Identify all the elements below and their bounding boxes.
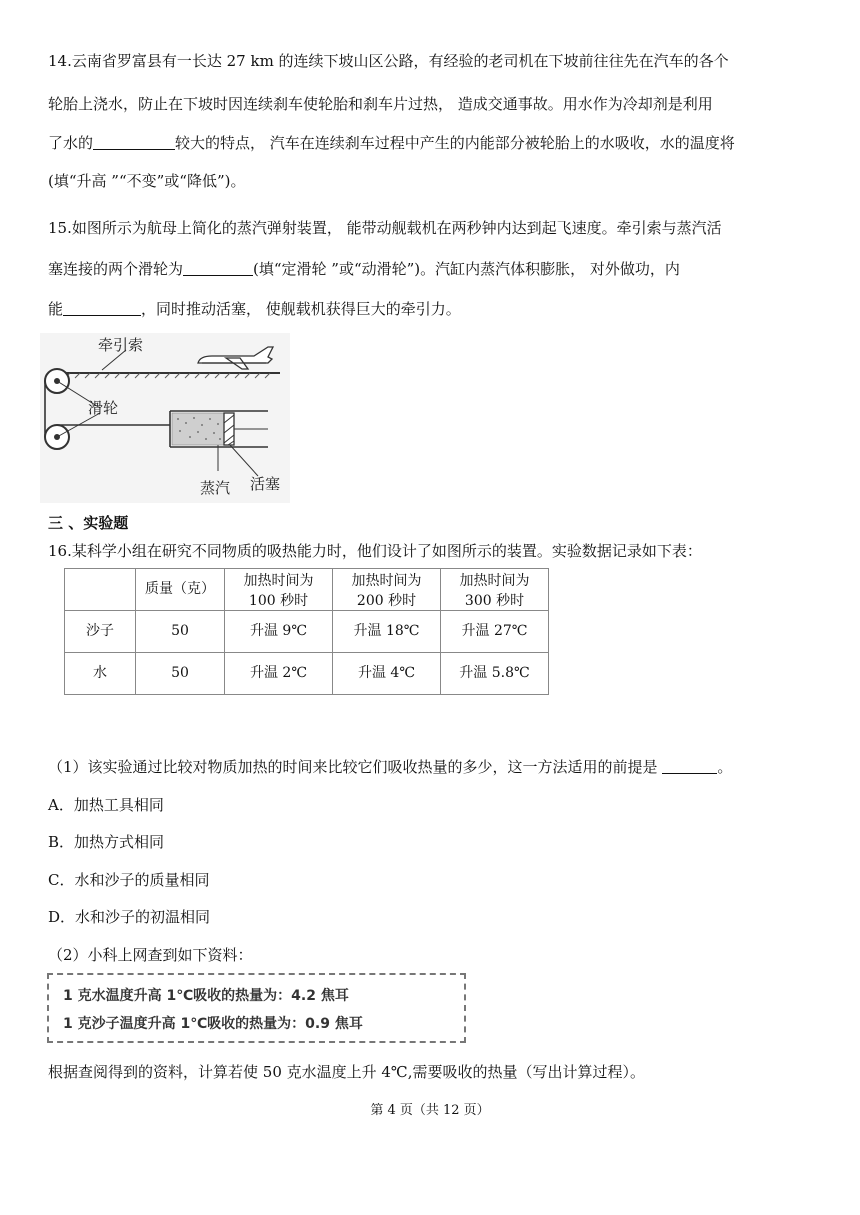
piston-label: 活塞 xyxy=(250,475,281,493)
q15-line-2-post: (填“定滑轮 ”或“动滑轮”)。汽缸内蒸汽体积膨胀， 对外做功，内 xyxy=(253,260,680,278)
option-d[interactable]: D．水和沙子的初温相同 xyxy=(48,908,211,926)
period: 。 xyxy=(717,758,733,776)
q14-line-2: 轮胎上浇水，防止在下坡时因连续刹车使轮胎和刹车片过热， 造成交通事故。用水作为冷却剂是利用 xyxy=(48,95,713,113)
q15-line-1: 15.如图所示为航母上简化的蒸汽弹射装置， 能带动舰载机在两秒钟内达到起飞速度。牵引索与蒸汽活 xyxy=(48,219,722,237)
table-row xyxy=(65,653,549,695)
table-header-cell xyxy=(441,569,549,611)
q16-sub1-prompt xyxy=(48,757,830,777)
header-line: 100 秒时 xyxy=(248,592,309,609)
q15-pulley-blank[interactable] xyxy=(183,261,253,276)
pulley-label: 滑轮 xyxy=(88,399,119,417)
rope-label: 牵引索 xyxy=(98,336,144,354)
option-c[interactable]: C．水和沙子的质量相同 xyxy=(48,871,210,889)
header-line: 300 秒时 xyxy=(464,592,525,609)
table-cell: 升温 27℃ xyxy=(441,611,549,653)
q14-line-3 xyxy=(48,133,830,153)
table-cell: 沙子 xyxy=(65,611,136,653)
note-line-water: 1 克水温度升高 1℃吸收的热量为：4.2 焦耳 xyxy=(63,988,349,1004)
note-line-sand: 1 克沙子温度升高 1℃吸收的热量为：0.9 焦耳 xyxy=(63,1016,363,1032)
table-cell: 50 xyxy=(136,611,225,653)
q14-line-3-post: 较大的特点， 汽车在连续刹车过程中产生的内能部分被轮胎上的水吸收，水的温度将 xyxy=(175,134,735,152)
reference-note-box xyxy=(47,973,466,1043)
q16-intro: 16.某科学小组在研究不同物质的吸热能力时，他们设计了如图所示的装置。实验数据记录如下表： xyxy=(48,542,702,560)
steam-label: 蒸汽 xyxy=(200,479,231,497)
q16-sub2-question: 根据查阅得到的资料，计算若使 50 克水温度上升 4℃,需要吸收的热量（写出计算过程）。 xyxy=(48,1063,645,1081)
table-header-row xyxy=(65,569,549,611)
q14-answer-blank[interactable] xyxy=(93,135,175,150)
steam-region xyxy=(172,413,224,445)
q15-energy-blank[interactable] xyxy=(63,301,141,316)
section-title: 三 、实验题 xyxy=(48,514,129,532)
q16-sub1-blank[interactable] xyxy=(662,759,717,774)
table-cell: 升温 4℃ xyxy=(333,653,441,695)
table-row xyxy=(65,611,549,653)
option-a[interactable]: A．加热工具相同 xyxy=(48,796,164,814)
steam-catapult-figure xyxy=(40,333,290,503)
table-header-cell: 质量（克） xyxy=(136,569,225,611)
table-header-cell xyxy=(333,569,441,611)
q16-sub1-text: （1）该实验通过比较对物质加热的时间来比较它们吸收热量的多少，这一方法适用的前提是 xyxy=(48,758,658,776)
q15-line-2-pre: 塞连接的两个滑轮为 xyxy=(48,260,184,278)
table-cell: 升温 5.8℃ xyxy=(441,653,549,695)
table-header-cell xyxy=(65,569,136,611)
table-header-cell xyxy=(225,569,333,611)
header-line: 加热时间为 xyxy=(243,572,314,589)
header-line: 加热时间为 xyxy=(351,572,422,589)
table-cell: 升温 18℃ xyxy=(333,611,441,653)
q15-line-3-post: ，同时推动活塞， 使舰载机获得巨大的牵引力。 xyxy=(141,300,461,318)
q14-line-1: 14.云南省罗富县有一长达 27 km 的连续下坡山区公路，有经验的老司机在下坡前往往先在汽车的各个 xyxy=(48,52,729,70)
table-cell: 升温 2℃ xyxy=(225,653,333,695)
table-cell: 50 xyxy=(136,653,225,695)
header-line: 加热时间为 xyxy=(459,572,530,589)
data-table xyxy=(64,568,549,695)
q15-line-3 xyxy=(48,299,830,319)
option-b[interactable]: B．加热方式相同 xyxy=(48,833,165,851)
q16-sub2-prompt: （2）小科上网查到如下资料： xyxy=(48,946,253,964)
q15-line-2 xyxy=(48,259,830,279)
table-cell: 水 xyxy=(65,653,136,695)
q14-line-4: (填“升高 ”“不变”或“降低”)。 xyxy=(48,172,246,190)
q15-line-3-pre: 能 xyxy=(48,300,64,318)
table-cell: 升温 9℃ xyxy=(225,611,333,653)
page-footer: 第 4 页（共 12 页） xyxy=(370,1103,490,1118)
q14-line-3-pre: 了水的 xyxy=(48,134,94,152)
header-line: 200 秒时 xyxy=(356,592,417,609)
